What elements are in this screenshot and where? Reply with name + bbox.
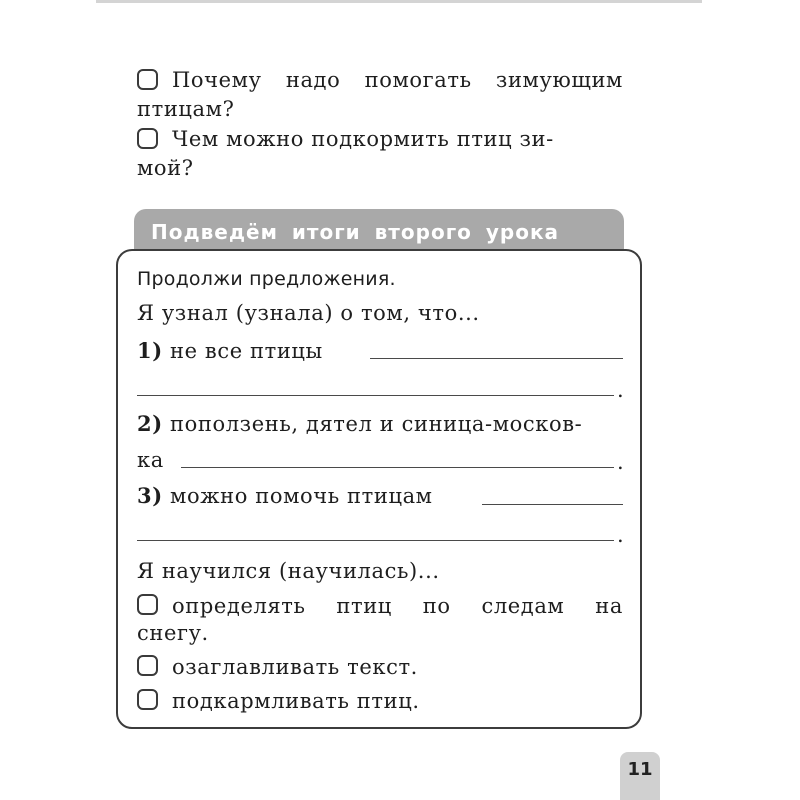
skill-1-checkbox[interactable]	[137, 594, 158, 615]
page-number: 11	[627, 759, 653, 780]
skill-2-checkbox[interactable]	[137, 655, 158, 676]
word: следам	[481, 594, 565, 618]
item-1-answer-line-2[interactable]	[137, 395, 614, 396]
word: птиц	[336, 594, 392, 618]
question-1-line-2: птицам?	[137, 97, 235, 121]
skill-2-text: озаглавливать текст.	[172, 655, 418, 679]
item-2-answer-line[interactable]	[181, 467, 614, 468]
question-2-line-2: мой?	[137, 156, 194, 180]
instruction-text: Продолжи предложения.	[137, 268, 396, 290]
item-1-text: не все птицы	[170, 339, 323, 363]
word: определять	[172, 594, 306, 618]
item-3-number: 3)	[137, 483, 163, 508]
item-1-answer-line-1[interactable]	[370, 358, 623, 359]
question-2-checkbox[interactable]	[137, 128, 158, 149]
skill-1-line-2: снегу.	[137, 621, 209, 645]
item-3-answer-line-2[interactable]	[137, 540, 614, 541]
item-2-period: .	[617, 450, 624, 474]
item-1-number: 1)	[137, 338, 163, 363]
skill-3-text: подкармливать птиц.	[172, 689, 420, 713]
word: надо	[285, 68, 341, 92]
item-2-line-1	[137, 413, 582, 435]
item-2-text: поползень, дятел и синица-москов-	[170, 412, 583, 436]
item-1-period: .	[617, 378, 624, 402]
item-2-number: 2)	[137, 411, 163, 436]
question-1-checkbox[interactable]	[137, 69, 158, 90]
skill-1-line-1	[172, 596, 623, 617]
word: на	[595, 594, 623, 618]
skills-intro: Я научился (научилась)...	[137, 559, 440, 583]
question-1-line-1	[172, 70, 623, 91]
skill-3-checkbox[interactable]	[137, 689, 158, 710]
item-3	[137, 485, 433, 507]
summary-header-title: Подведём итоги второго урока	[151, 220, 560, 244]
top-rule	[96, 0, 702, 3]
item-3-answer-line-1[interactable]	[482, 504, 623, 505]
question-2-line-1: Чем можно подкормить птиц зи-	[172, 127, 554, 151]
item-2-line-2: ка	[137, 448, 164, 472]
word: зимующим	[495, 68, 623, 92]
item-3-period: .	[617, 523, 624, 547]
word: Почему	[172, 68, 262, 92]
word: по	[422, 594, 451, 618]
item-1	[137, 340, 323, 362]
learned-intro: Я узнал (узнала) о том, что...	[137, 301, 480, 325]
item-3-text: можно помочь птицам	[170, 484, 433, 508]
word: помогать	[364, 68, 472, 92]
